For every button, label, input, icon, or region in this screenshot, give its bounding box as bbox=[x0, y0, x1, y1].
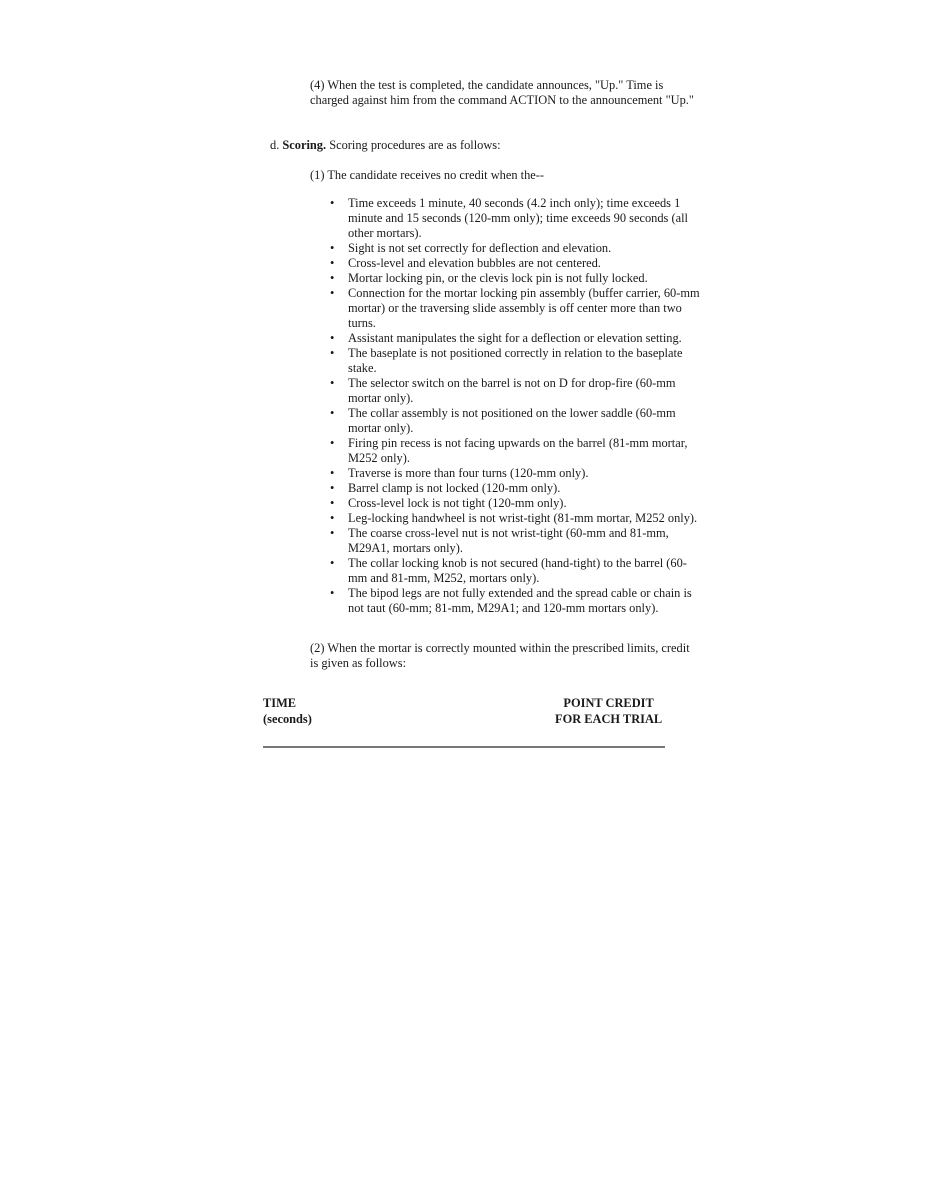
list-item bbox=[330, 406, 700, 436]
bullet-icon: • bbox=[330, 436, 335, 450]
list-item bbox=[330, 481, 700, 496]
list-item-text: Traverse is more than four turns (120-mm only). bbox=[348, 466, 589, 480]
list-item-text: The bipod legs are not fully extended and the spread cable or chain is not taut (60-mm; 81-mm, M29A1; and 120-mm mortars only). bbox=[348, 586, 692, 615]
list-item bbox=[330, 376, 700, 406]
bullet-icon: • bbox=[330, 481, 335, 495]
list-item-text: Leg-locking handwheel is not wrist-tight (81-mm mortar, M252 only). bbox=[348, 511, 698, 525]
list-item bbox=[330, 331, 700, 346]
list-item bbox=[330, 586, 700, 616]
list-item bbox=[330, 511, 700, 526]
point-credit-header-line2: FOR EACH TRIAL bbox=[555, 712, 663, 726]
bullet-icon: • bbox=[330, 466, 335, 480]
list-item bbox=[330, 286, 700, 331]
bullet-icon: • bbox=[330, 196, 335, 210]
list-item-text: The selector switch on the barrel is not on D for drop-fire (60-mm mortar only). bbox=[348, 376, 676, 405]
list-item-text: Barrel clamp is not locked (120-mm only). bbox=[348, 481, 561, 495]
credit-table-header bbox=[263, 695, 665, 735]
point-credit-column-header bbox=[555, 695, 662, 727]
bullet-icon: • bbox=[330, 331, 335, 345]
no-credit-conditions-list bbox=[330, 196, 700, 616]
bullet-icon: • bbox=[330, 496, 335, 510]
list-item bbox=[330, 556, 700, 586]
scoring-text: Scoring procedures are as follows: bbox=[326, 138, 501, 152]
bullet-icon: • bbox=[330, 346, 335, 360]
bullet-icon: • bbox=[330, 286, 335, 300]
list-item-text: The collar assembly is not positioned on the lower saddle (60-mm mortar only). bbox=[348, 406, 676, 435]
bullet-icon: • bbox=[330, 406, 335, 420]
time-column-header bbox=[263, 695, 312, 727]
scoring-paragraph bbox=[270, 138, 700, 153]
time-header-line1: TIME bbox=[263, 696, 297, 710]
list-item bbox=[330, 271, 700, 286]
list-item bbox=[330, 196, 700, 241]
scoring-heading: Scoring. bbox=[282, 138, 327, 152]
list-item bbox=[330, 241, 700, 256]
list-item-text: Assistant manipulates the sight for a deflection or elevation setting. bbox=[348, 331, 682, 345]
time-header-line2: (seconds) bbox=[263, 712, 312, 726]
list-item-text: Time exceeds 1 minute, 40 seconds (4.2 inch only); time exceeds 1 minute and 15 seconds (120-mm only); time exceeds 90 seconds (all other mortars). bbox=[348, 196, 688, 240]
list-item-text: Sight is not set correctly for deflection and elevation. bbox=[348, 241, 612, 255]
bullet-icon: • bbox=[330, 511, 335, 525]
list-item-text: Mortar locking pin, or the clevis lock pin is not fully locked. bbox=[348, 271, 648, 285]
bullet-icon: • bbox=[330, 256, 335, 270]
list-item bbox=[330, 436, 700, 466]
paragraph-4: (4) When the test is completed, the candidate announces, "Up." Time is charged against him from the command ACTION to the announcement "Up." bbox=[310, 78, 694, 107]
scoring-prefix: d. bbox=[270, 138, 283, 152]
point-credit-header-line1: POINT CREDIT bbox=[563, 696, 654, 710]
list-item bbox=[330, 346, 700, 376]
table-header-rule bbox=[263, 746, 665, 748]
list-item bbox=[330, 256, 700, 271]
bullet-icon: • bbox=[330, 241, 335, 255]
list-item-text: Firing pin recess is not facing upwards on the barrel (81-mm mortar, M252 only). bbox=[348, 436, 688, 465]
list-item-text: The coarse cross-level nut is not wrist-tight (60-mm and 81-mm, M29A1, mortars only). bbox=[348, 526, 669, 555]
bullet-icon: • bbox=[330, 271, 335, 285]
list-item-text: Connection for the mortar locking pin assembly (buffer carrier, 60-mm mortar) or the traversing slide assembly is off center more than two turns. bbox=[348, 286, 700, 330]
bullet-icon: • bbox=[330, 526, 335, 540]
subparagraph-2: (2) When the mortar is correctly mounted within the prescribed limits, credit is given as follows: bbox=[310, 641, 690, 670]
list-item-text: The baseplate is not positioned correctly in relation to the baseplate stake. bbox=[348, 346, 683, 375]
bullet-icon: • bbox=[330, 376, 335, 390]
bullet-icon: • bbox=[330, 586, 335, 600]
list-item-text: The collar locking knob is not secured (hand-tight) to the barrel (60-mm and 81-mm, M252, mortars only). bbox=[348, 556, 687, 585]
list-item-text: Cross-level and elevation bubbles are not centered. bbox=[348, 256, 601, 270]
list-item-text: Cross-level lock is not tight (120-mm only). bbox=[348, 496, 567, 510]
subparagraph-1: (1) The candidate receives no credit when the-- bbox=[310, 168, 545, 182]
list-item bbox=[330, 466, 700, 481]
list-item bbox=[330, 496, 700, 511]
bullet-icon: • bbox=[330, 556, 335, 570]
list-item bbox=[330, 526, 700, 556]
